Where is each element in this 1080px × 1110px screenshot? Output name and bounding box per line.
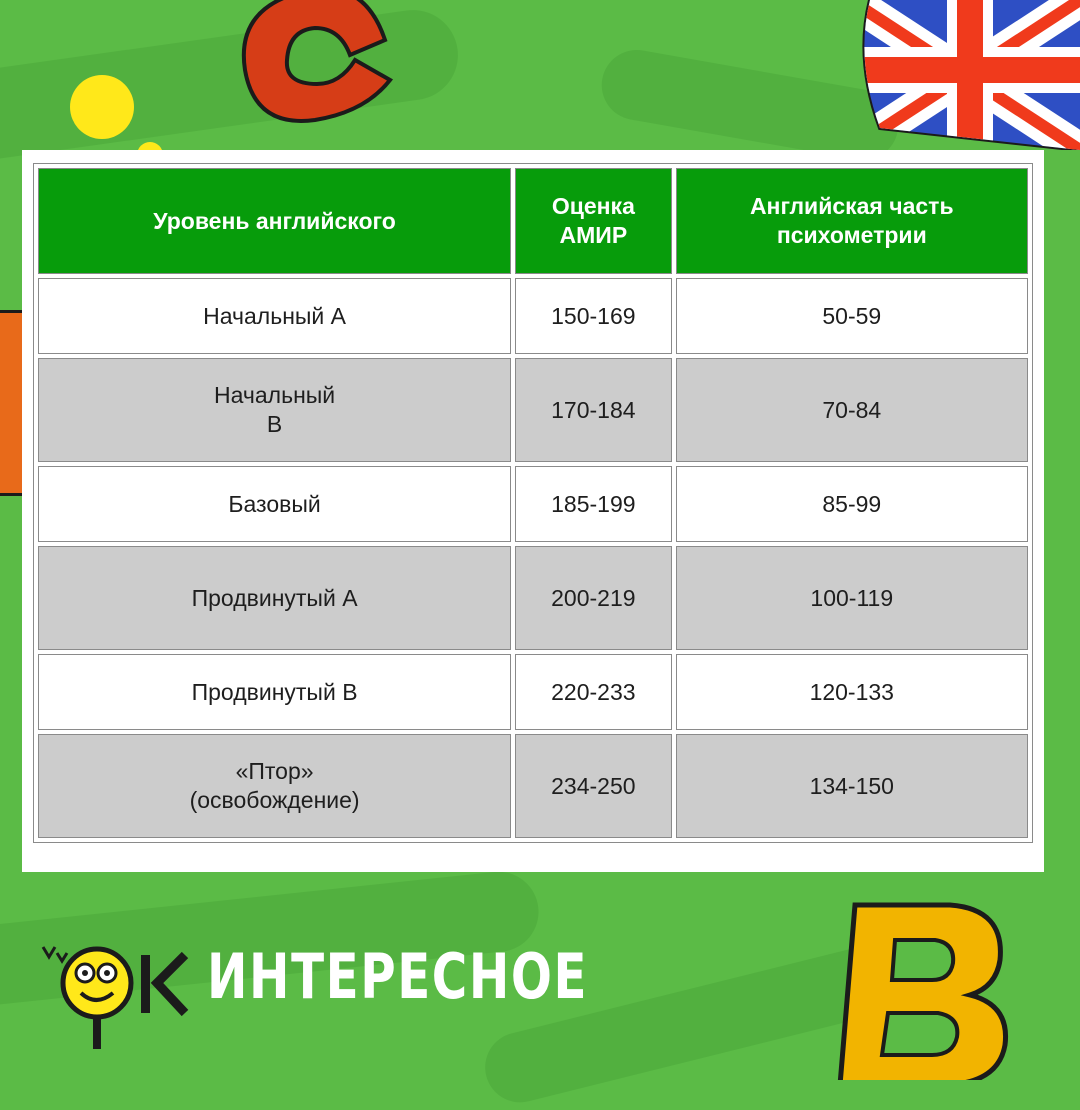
brand-logo-icon [35, 935, 195, 1055]
amir-cell: 220-233 [515, 654, 671, 730]
english-levels-table [34, 164, 1032, 842]
psychometry-cell: 100-119 [676, 546, 1028, 650]
level-cell: «Птор» (освобождение) [38, 734, 511, 838]
brand-name: ИНТЕРЕСНОЕ [207, 940, 589, 1013]
table-row [38, 654, 1028, 730]
table-row [38, 546, 1028, 650]
amir-cell: 234-250 [515, 734, 671, 838]
amir-cell: 200-219 [515, 546, 671, 650]
psychometry-cell: 134-150 [676, 734, 1028, 838]
table-row [38, 734, 1028, 838]
level-cell: Базовый [38, 466, 511, 542]
level-cell: Продвинутый B [38, 654, 511, 730]
psychometry-cell: 50-59 [676, 278, 1028, 354]
level-cell: Продвинутый A [38, 546, 511, 650]
column-header-amir: Оценка АМИР [515, 168, 671, 274]
column-header-psychometry: Английская часть психометрии [676, 168, 1028, 274]
yellow-dot [70, 75, 134, 139]
column-header-level: Уровень английского [38, 168, 511, 274]
amir-cell: 170-184 [515, 358, 671, 462]
table-row [38, 466, 1028, 542]
table-row [38, 358, 1028, 462]
psychometry-cell: 85-99 [676, 466, 1028, 542]
uk-flag-icon [850, 0, 1080, 150]
letter-b-decoration [820, 895, 1020, 1080]
table-header-row [38, 168, 1028, 274]
level-cell: Начальный A [38, 278, 511, 354]
letter-c-decoration [215, 0, 415, 140]
psychometry-cell: 70-84 [676, 358, 1028, 462]
psychometry-cell: 120-133 [676, 654, 1028, 730]
table-card [22, 150, 1044, 872]
amir-cell: 185-199 [515, 466, 671, 542]
amir-cell: 150-169 [515, 278, 671, 354]
table-row [38, 278, 1028, 354]
level-cell: Начальный B [38, 358, 511, 462]
